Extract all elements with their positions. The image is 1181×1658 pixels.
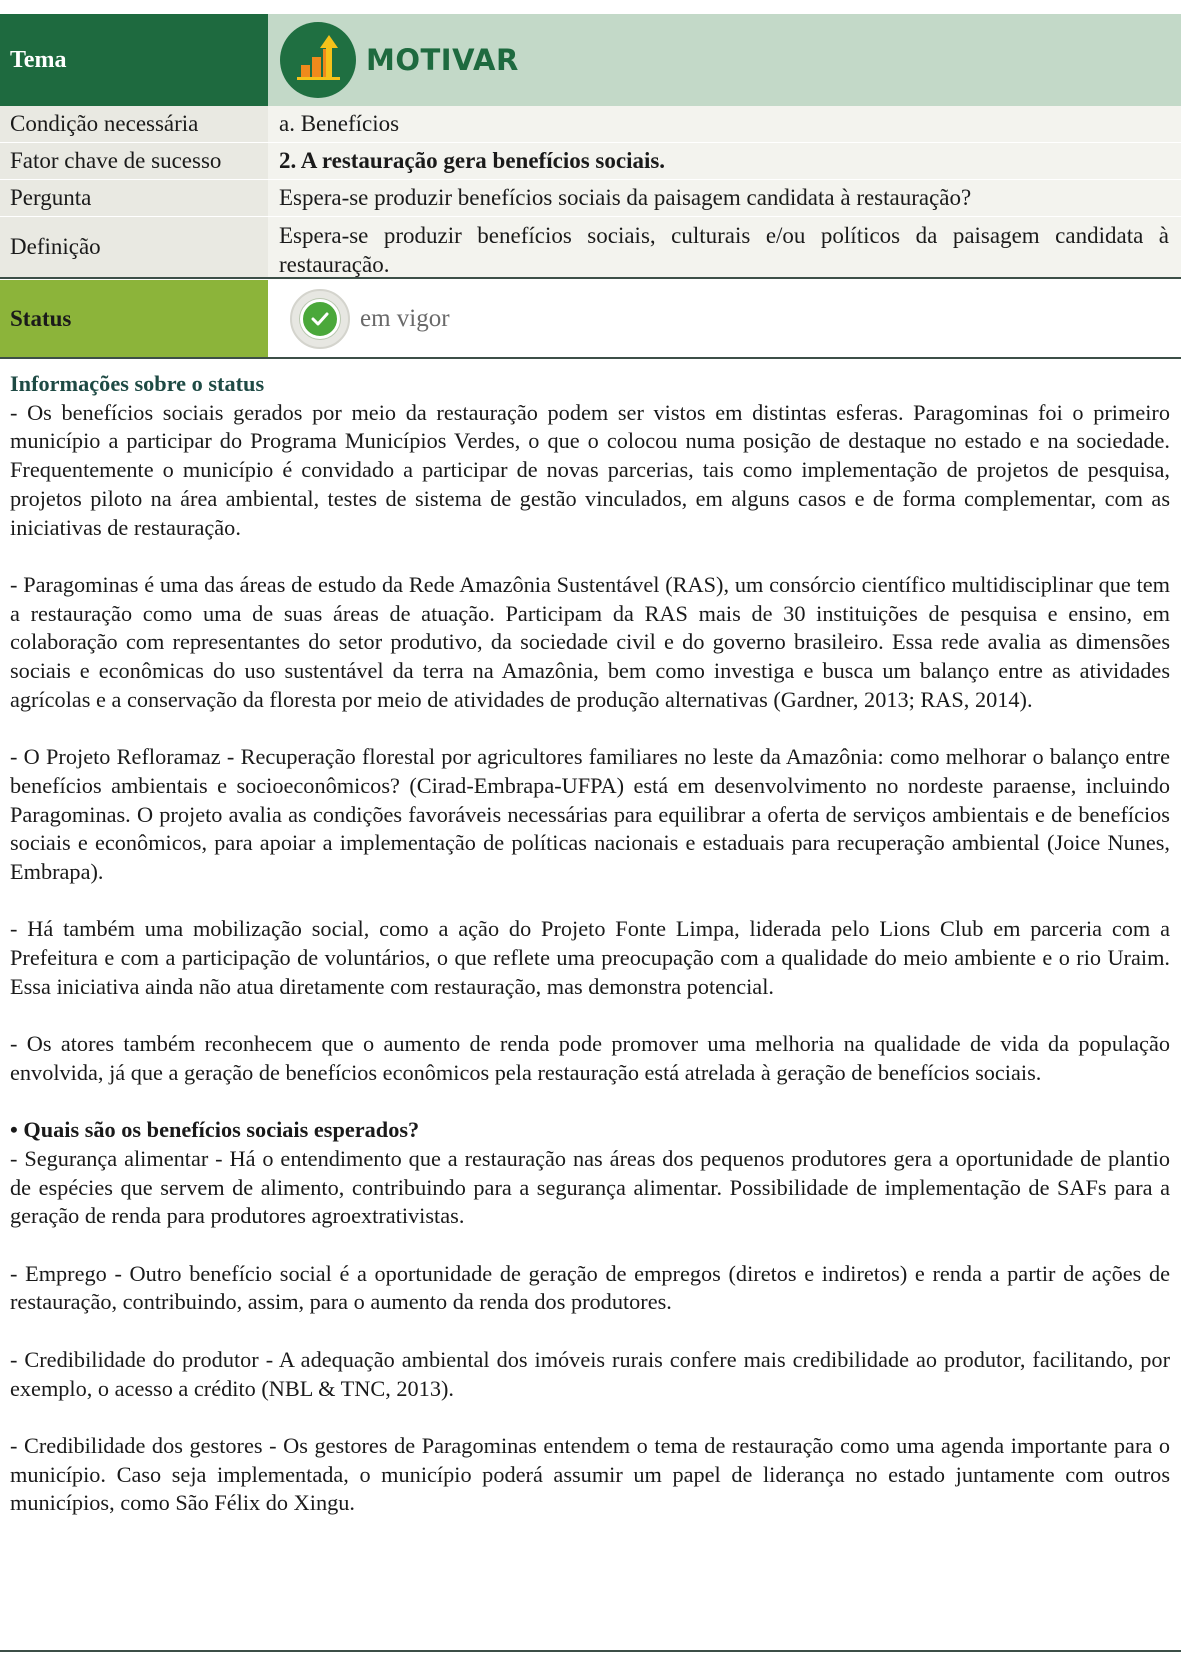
brand-title: MOTIVAR [366, 43, 519, 77]
status-value [268, 280, 1181, 357]
fator-label: Fator chave de sucesso [0, 143, 268, 179]
info-paragraph: - Credibilidade do produtor - A adequação ambiental dos imóveis rurais confere mais credibilidade ao produtor, facilitando, por exemplo, o acesso a crédito (NBL & TNC, 2013). [10, 1346, 1170, 1401]
benefits-subheading: • Quais são os benefícios sociais esperados? [10, 1117, 420, 1143]
status-row [0, 280, 1181, 357]
bar-chart-up-arrow-icon [280, 22, 356, 98]
tema-value [268, 14, 1181, 106]
info-paragraph: - Os atores também reconhecem que o aumento de renda pode promover uma melhoria na qualidade de vida da população envolvida, já que a geração de benefícios econômicos pela restauração está atrelada à geração de benefícios sociais. [10, 1031, 1170, 1085]
fator-row [0, 143, 1181, 179]
tema-label: Tema [0, 14, 268, 106]
status-label: Status [0, 280, 268, 357]
info-paragraph: - Credibilidade dos gestores - Os gestores de Paragominas entendem o tema de restauração como uma agenda importante para o município. Caso seja implementada, o município poderá assumir um papel de liderança no estado juntamente com outros municípios, como São Félix do Xingu. [10, 1432, 1170, 1516]
definicao-label: Definição [0, 217, 268, 277]
bottom-divider [0, 1650, 1181, 1652]
pergunta-row [0, 180, 1181, 216]
info-paragraph: - Paragominas é uma das áreas de estudo da Rede Amazônia Sustentável (RAS), um consórcio científico multidisciplinar que tem a restauração como uma de suas áreas de atuação. Participam da RAS mais de 30 instituições de pesquisa e ensino, em colaboração com representantes do setor produtivo, da sociedade civil e do governo brasileiro. Essa rede avalia as dimensões sociais e econômicas do uso sustentável da terra na Amazônia, bem como investiga e busca um balanço entre as atividades agrícolas e a conservação da floresta por meio de atividades de produção alternativas (Gardner, 2013; RAS, 2014). [10, 571, 1170, 712]
pergunta-value: Espera-se produzir benefícios sociais da paisagem candidata à restauração? [268, 180, 1181, 216]
check-circle-icon [290, 289, 350, 349]
fator-value: 2. A restauração gera benefícios sociais. [268, 143, 1181, 179]
info-paragraph: - Emprego - Outro benefício social é a oportunidade de geração de empregos (diretos e indiretos) e renda a partir de ações de restauração, contribuindo, assim, para o aumento da renda dos produtores. [10, 1260, 1170, 1315]
info-paragraph: - Segurança alimentar - Há o entendimento que a restauração nas áreas dos pequenos produtores gera a oportunidade de plantio de espécies que servem de alimento, contribuindo para a segurança alimentar. Possibilidade de implementação de SAFs para a geração de renda para produtores agroextrativistas. [10, 1145, 1170, 1229]
condicao-value: a. Benefícios [268, 106, 1181, 142]
condicao-row [0, 106, 1181, 142]
status-info-section [10, 370, 1170, 1518]
status-text: em vigor [360, 304, 450, 332]
tema-row [0, 14, 1181, 106]
info-paragraph: - O Projeto Refloramaz - Recuperação florestal por agricultores familiares no leste da Amazônia: como melhorar o balanço entre benefícios ambientais e socioeconômicos? (Cirad-Embrapa-UFPA) está em desenvolvimento no nordeste paraense, incluindo Paragominas. O projeto avalia as condições favoráveis necessárias para equilibrar a oferta de serviços ambientais e de benefícios sociais e econômicos, para apoiar a implementação de políticas nacionais e estaduais para recuperação ambiental (Joice Nunes, Embrapa). [10, 744, 1170, 884]
pergunta-label: Pergunta [0, 180, 268, 216]
divider [0, 277, 1181, 279]
definicao-row [0, 217, 1181, 277]
info-paragraph: - Há também uma mobilização social, como a ação do Projeto Fonte Limpa, liderada pelo Lions Club em parceria com a Prefeitura e com a participação de voluntários, o que reflete uma preocupação com a qualidade do meio ambiente e o rio Uraim. Essa iniciativa ainda não atua diretamente com restauração, mas demonstra potencial. [10, 916, 1170, 999]
definicao-value: Espera-se produzir benefícios sociais, culturais e/ou políticos da paisagem candidata à restauração. [268, 217, 1181, 277]
info-heading: Informações sobre o status [10, 371, 265, 396]
divider [0, 357, 1181, 359]
info-paragraph: - Os benefícios sociais gerados por meio da restauração podem ser vistos em distintas esferas. Paragominas foi o primeiro município a participar do Programa Municípios Verdes, o que o colocou numa posição de destaque no estado e na sociedade. Frequentemente o município é convidado a participar de novas parcerias, tais como implementação de projetos de pesquisa, projetos piloto na área ambiental, testes de sistema de gestão vinculados, em alguns casos e de forma complementar, com as iniciativas de restauração. [10, 399, 1170, 540]
condicao-label: Condição necessária [0, 106, 268, 142]
